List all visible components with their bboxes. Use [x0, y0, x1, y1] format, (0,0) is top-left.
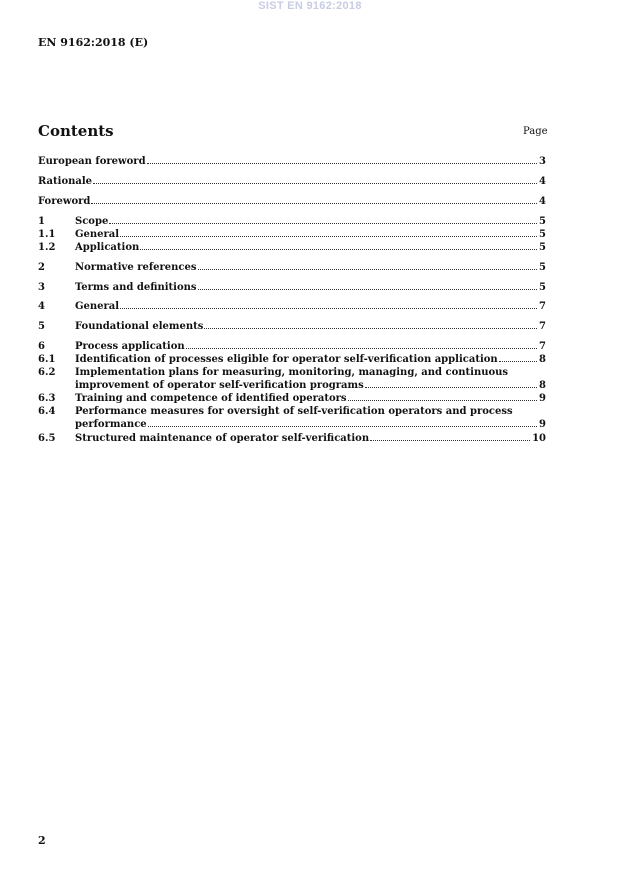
toc-entry-number: 6.3: [38, 393, 56, 404]
toc-entry[interactable]: [38, 281, 546, 294]
toc-entry[interactable]: [38, 392, 546, 405]
toc-entry-title[interactable]: Foundational elements: [75, 321, 204, 332]
toc-entry-title[interactable]: performance: [75, 419, 147, 430]
toc-entry-page: 8: [539, 380, 546, 391]
toc-dot-leader: [120, 307, 537, 309]
toc-entry-title[interactable]: Terms and definitions: [75, 282, 197, 293]
toc-entry-number: 3: [38, 282, 45, 293]
toc-entry-number: 1.1: [38, 229, 56, 240]
toc-entry-page: 5: [539, 242, 546, 253]
toc-entry-page: 7: [539, 301, 546, 312]
toc-entry-number: 6: [38, 341, 45, 352]
toc-entry[interactable]: [38, 340, 546, 353]
toc-entry-title[interactable]: General: [75, 301, 120, 312]
toc-entry-page: 5: [539, 216, 546, 227]
toc-entry-title[interactable]: Performance measures for oversight of self-verification operators and process: [75, 406, 513, 417]
toc-entry-page: 5: [539, 282, 546, 293]
toc-entry-title[interactable]: European foreword: [38, 156, 146, 167]
toc-entry-number: 4: [38, 301, 45, 312]
toc-dot-leader: [147, 162, 537, 164]
toc-entry[interactable]: [38, 366, 546, 379]
toc-entry-page: 5: [539, 229, 546, 240]
toc-dot-leader: [499, 360, 537, 362]
toc-entry-page: 4: [539, 196, 546, 207]
document-id: EN 9162:2018 (E): [38, 36, 149, 49]
toc-entry-title[interactable]: Identification of processes eligible for operator self-verification application: [75, 354, 498, 365]
toc-entry-page: 7: [539, 341, 546, 352]
toc-entry-number: 6.2: [38, 367, 56, 378]
toc-entry[interactable]: [38, 320, 546, 333]
toc-dot-leader: [365, 386, 537, 388]
toc-entry-continuation[interactable]: [75, 418, 546, 431]
toc-entry[interactable]: [38, 353, 546, 366]
toc-entry-number: 1: [38, 216, 45, 227]
toc-dot-leader: [198, 288, 538, 290]
toc-entry-number: 6.4: [38, 406, 56, 417]
toc-entry-title[interactable]: Process application: [75, 341, 185, 352]
toc-entry-page: 3: [539, 156, 546, 167]
toc-entry-title[interactable]: Training and competence of identified operators: [75, 393, 347, 404]
toc-entry-page: 10: [532, 433, 546, 444]
toc-entry-title[interactable]: Normative references: [75, 262, 197, 273]
toc-entry[interactable]: [38, 432, 546, 445]
toc-entry[interactable]: [38, 195, 546, 208]
toc-entry-page: 7: [539, 321, 546, 332]
toc-entry-title[interactable]: Foreword: [38, 196, 91, 207]
toc-entry-page: 9: [539, 393, 546, 404]
toc-entry-title[interactable]: Scope: [75, 216, 109, 227]
toc-entry[interactable]: [38, 175, 546, 188]
page-number: 2: [38, 834, 46, 847]
toc-entry-number: 1.2: [38, 242, 56, 253]
toc-dot-leader: [348, 399, 537, 401]
toc-entry-title[interactable]: Implementation plans for measuring, monitoring, managing, and continuous: [75, 367, 509, 378]
toc-dot-leader: [93, 182, 537, 184]
toc-entry-page: 9: [539, 419, 546, 430]
toc-entry[interactable]: [38, 155, 546, 168]
toc-entry[interactable]: [38, 215, 546, 228]
toc-entry-title[interactable]: Structured maintenance of operator self-verification: [75, 433, 370, 444]
toc-entry-page: 4: [539, 176, 546, 187]
toc-entry[interactable]: [38, 261, 546, 274]
page-column-label: Page: [523, 126, 548, 137]
toc-dot-leader: [91, 202, 537, 204]
toc-dot-leader: [120, 235, 537, 237]
toc-dot-leader: [370, 439, 530, 441]
toc-entry[interactable]: [38, 241, 546, 254]
toc-entry[interactable]: [38, 405, 546, 418]
toc-entry-number: 6.5: [38, 433, 56, 444]
toc-dot-leader: [204, 327, 537, 329]
toc-entry[interactable]: [38, 228, 546, 241]
toc-entry-title[interactable]: improvement of operator self-verification programs: [75, 380, 364, 391]
toc-entry-number: 5: [38, 321, 45, 332]
toc-entry-page: 5: [539, 262, 546, 273]
toc-entry-title[interactable]: Rationale: [38, 176, 93, 187]
toc-dot-leader: [198, 268, 538, 270]
watermark: SIST EN 9162:2018: [258, 0, 362, 12]
toc-dot-leader: [140, 248, 537, 250]
toc-entry-continuation[interactable]: [75, 379, 546, 392]
toc-entry-title[interactable]: General: [75, 229, 120, 240]
toc-entry[interactable]: [38, 300, 546, 313]
toc-entry-number: 2: [38, 262, 45, 273]
toc-dot-leader: [186, 347, 537, 349]
toc-entry-title[interactable]: Application: [75, 242, 140, 253]
toc-entry-number: 6.1: [38, 354, 56, 365]
toc-entry-page: 8: [539, 354, 546, 365]
toc-dot-leader: [148, 425, 537, 427]
toc-dot-leader: [109, 222, 537, 224]
contents-title: Contents: [38, 122, 114, 140]
